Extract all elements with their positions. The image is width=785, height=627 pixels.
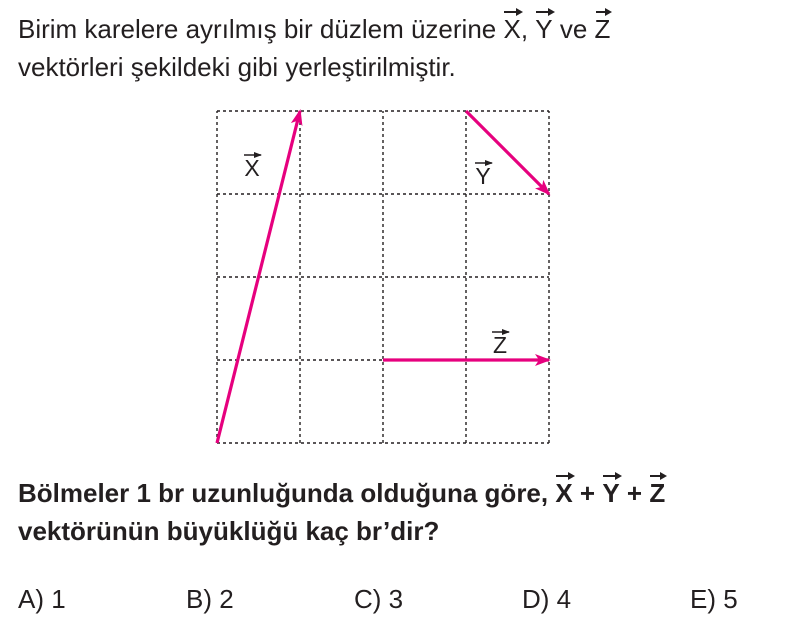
- conjunction: ve: [552, 14, 595, 44]
- vector-labels-layer: [244, 155, 509, 358]
- option-letter: C): [354, 584, 382, 614]
- vector-y-label: Y: [475, 163, 491, 189]
- option-b[interactable]: [186, 584, 234, 615]
- vector-z-symbol: Z: [595, 10, 611, 48]
- option-e[interactable]: [690, 584, 738, 615]
- option-letter: B): [186, 584, 212, 614]
- sum-vector-y-symbol: Y: [602, 474, 619, 512]
- option-letter: E): [690, 584, 716, 614]
- vector-y-symbol: Y: [535, 10, 552, 48]
- plus-sign: +: [619, 478, 650, 508]
- option-letter: D): [522, 584, 550, 614]
- question-text: [18, 10, 778, 86]
- subquestion-line-1: [18, 474, 778, 512]
- vector-grid-diagram: [200, 100, 560, 455]
- plus-sign: +: [572, 478, 603, 508]
- subquestion-intro: Bölmeler 1 br uzunluğunda olduğuna göre,: [18, 478, 556, 508]
- option-a[interactable]: [18, 584, 66, 615]
- separator: ,: [520, 14, 536, 44]
- option-value: 5: [723, 584, 738, 614]
- option-value: 4: [556, 584, 572, 614]
- vector-x-label: X: [244, 155, 260, 181]
- dashed-grid: [217, 111, 549, 443]
- question-line-1: [18, 10, 778, 48]
- sum-vector-x-symbol: X: [555, 474, 572, 512]
- option-value: 3: [388, 584, 404, 614]
- answer-options: [0, 584, 785, 620]
- subquestion-text: [18, 474, 778, 550]
- option-c[interactable]: [354, 584, 403, 615]
- option-d[interactable]: [522, 584, 571, 615]
- vector-x-symbol: X: [503, 10, 520, 48]
- option-value: 2: [219, 584, 234, 614]
- question-intro: Birim karelere ayrılmış bir düzlem üzerine: [18, 14, 504, 44]
- question-line-2: vektörleri şekildeki gibi yerleştirilmiştir.: [18, 52, 456, 82]
- option-letter: A): [18, 584, 44, 614]
- subquestion-line-2: vektörünün büyüklüğü kaç br’dir?: [18, 516, 440, 546]
- option-value: 1: [51, 584, 66, 614]
- vector-z-label: Z: [492, 332, 508, 358]
- sum-vector-z-symbol: Z: [649, 474, 665, 512]
